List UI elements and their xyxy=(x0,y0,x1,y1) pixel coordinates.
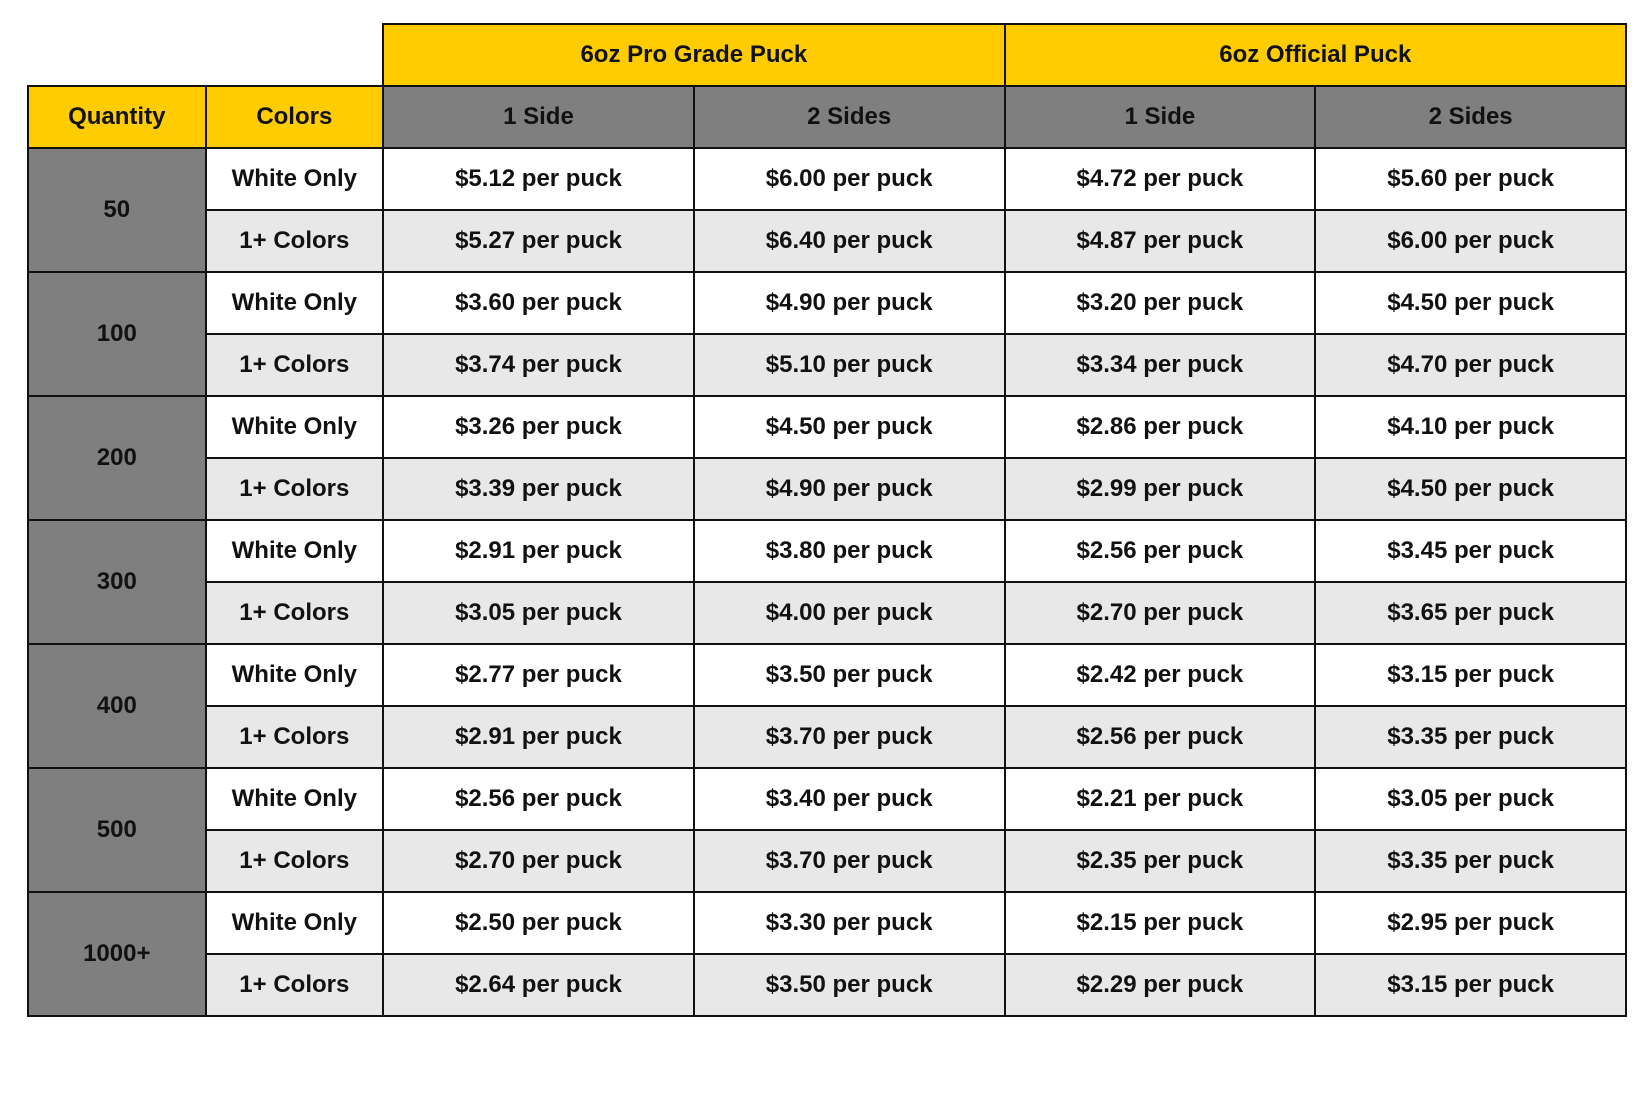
price-cell: $3.65 per puck xyxy=(1315,582,1626,644)
price-cell: $2.86 per puck xyxy=(1005,396,1316,458)
side-header: 1 Side xyxy=(383,86,694,148)
price-cell: $2.56 per puck xyxy=(383,768,694,830)
price-cell: $3.50 per puck xyxy=(694,954,1005,1016)
price-cell: $3.30 per puck xyxy=(694,892,1005,954)
price-cell: $5.10 per puck xyxy=(694,334,1005,396)
price-cell: $3.80 per puck xyxy=(694,520,1005,582)
quantity-cell: 1000+ xyxy=(28,892,206,1016)
price-cell: $4.90 per puck xyxy=(694,272,1005,334)
price-cell: $3.39 per puck xyxy=(383,458,694,520)
price-cell: $3.26 per puck xyxy=(383,396,694,458)
price-cell: $3.15 per puck xyxy=(1315,644,1626,706)
price-cell: $3.35 per puck xyxy=(1315,706,1626,768)
color-option-cell: 1+ Colors xyxy=(206,582,384,644)
table-row xyxy=(28,892,1626,954)
price-cell: $4.50 per puck xyxy=(1315,272,1626,334)
price-cell: $2.70 per puck xyxy=(383,830,694,892)
color-option-cell: White Only xyxy=(206,272,384,334)
side-header: 1 Side xyxy=(1005,86,1316,148)
table-row xyxy=(28,272,1626,334)
table-row xyxy=(28,706,1626,768)
price-cell: $4.00 per puck xyxy=(694,582,1005,644)
price-cell: $2.50 per puck xyxy=(383,892,694,954)
price-cell: $3.50 per puck xyxy=(694,644,1005,706)
blank-corner xyxy=(28,24,206,86)
quantity-cell: 500 xyxy=(28,768,206,892)
price-cell: $3.70 per puck xyxy=(694,830,1005,892)
price-cell: $6.00 per puck xyxy=(1315,210,1626,272)
color-option-cell: White Only xyxy=(206,148,384,210)
color-option-cell: White Only xyxy=(206,520,384,582)
pricing-table-wrapper xyxy=(27,23,1627,1076)
side-header: 2 Sides xyxy=(1315,86,1626,148)
price-cell: $6.00 per puck xyxy=(694,148,1005,210)
quantity-cell: 100 xyxy=(28,272,206,396)
price-cell: $2.77 per puck xyxy=(383,644,694,706)
price-cell: $2.95 per puck xyxy=(1315,892,1626,954)
price-cell: $2.99 per puck xyxy=(1005,458,1316,520)
color-option-cell: 1+ Colors xyxy=(206,458,384,520)
price-cell: $3.40 per puck xyxy=(694,768,1005,830)
table-row xyxy=(28,396,1626,458)
table-row xyxy=(28,768,1626,830)
color-option-cell: 1+ Colors xyxy=(206,954,384,1016)
price-cell: $3.74 per puck xyxy=(383,334,694,396)
price-cell: $4.10 per puck xyxy=(1315,396,1626,458)
price-cell: $5.27 per puck xyxy=(383,210,694,272)
price-cell: $4.70 per puck xyxy=(1315,334,1626,396)
color-option-cell: 1+ Colors xyxy=(206,334,384,396)
group-header-row xyxy=(28,24,1626,86)
table-row xyxy=(28,644,1626,706)
color-option-cell: 1+ Colors xyxy=(206,706,384,768)
table-row xyxy=(28,520,1626,582)
price-cell: $4.50 per puck xyxy=(694,396,1005,458)
side-header: 2 Sides xyxy=(694,86,1005,148)
table-row xyxy=(28,458,1626,520)
colors-header: Colors xyxy=(206,86,384,148)
color-option-cell: 1+ Colors xyxy=(206,830,384,892)
price-cell: $3.35 per puck xyxy=(1315,830,1626,892)
price-cell: $4.90 per puck xyxy=(694,458,1005,520)
quantity-header: Quantity xyxy=(28,86,206,148)
color-option-cell: White Only xyxy=(206,644,384,706)
price-cell: $2.56 per puck xyxy=(1005,706,1316,768)
price-cell: $3.05 per puck xyxy=(383,582,694,644)
price-cell: $3.70 per puck xyxy=(694,706,1005,768)
price-cell: $2.21 per puck xyxy=(1005,768,1316,830)
price-cell: $2.56 per puck xyxy=(1005,520,1316,582)
price-cell: $3.05 per puck xyxy=(1315,768,1626,830)
quantity-cell: 200 xyxy=(28,396,206,520)
price-cell: $5.12 per puck xyxy=(383,148,694,210)
color-option-cell: 1+ Colors xyxy=(206,210,384,272)
color-option-cell: White Only xyxy=(206,768,384,830)
color-option-cell: White Only xyxy=(206,892,384,954)
price-cell: $2.35 per puck xyxy=(1005,830,1316,892)
price-cell: $2.29 per puck xyxy=(1005,954,1316,1016)
price-cell: $2.64 per puck xyxy=(383,954,694,1016)
table-row xyxy=(28,582,1626,644)
price-cell: $4.72 per puck xyxy=(1005,148,1316,210)
price-cell: $3.45 per puck xyxy=(1315,520,1626,582)
price-cell: $3.34 per puck xyxy=(1005,334,1316,396)
quantity-cell: 300 xyxy=(28,520,206,644)
blank-corner xyxy=(206,24,384,86)
price-cell: $5.60 per puck xyxy=(1315,148,1626,210)
column-header-row xyxy=(28,86,1626,148)
quantity-cell: 400 xyxy=(28,644,206,768)
table-row xyxy=(28,830,1626,892)
price-cell: $3.20 per puck xyxy=(1005,272,1316,334)
price-cell: $2.15 per puck xyxy=(1005,892,1316,954)
table-row xyxy=(28,210,1626,272)
color-option-cell: White Only xyxy=(206,396,384,458)
table-row xyxy=(28,148,1626,210)
price-cell: $2.91 per puck xyxy=(383,706,694,768)
group-header-official: 6oz Official Puck xyxy=(1005,24,1626,86)
price-cell: $3.15 per puck xyxy=(1315,954,1626,1016)
price-cell: $3.60 per puck xyxy=(383,272,694,334)
quantity-cell: 50 xyxy=(28,148,206,272)
price-cell: $6.40 per puck xyxy=(694,210,1005,272)
group-header-pro-grade: 6oz Pro Grade Puck xyxy=(383,24,1004,86)
puck-pricing-table xyxy=(27,23,1627,1017)
price-cell: $2.42 per puck xyxy=(1005,644,1316,706)
table-row xyxy=(28,954,1626,1016)
price-cell: $2.70 per puck xyxy=(1005,582,1316,644)
price-cell: $2.91 per puck xyxy=(383,520,694,582)
price-cell: $4.87 per puck xyxy=(1005,210,1316,272)
price-cell: $4.50 per puck xyxy=(1315,458,1626,520)
table-row xyxy=(28,334,1626,396)
